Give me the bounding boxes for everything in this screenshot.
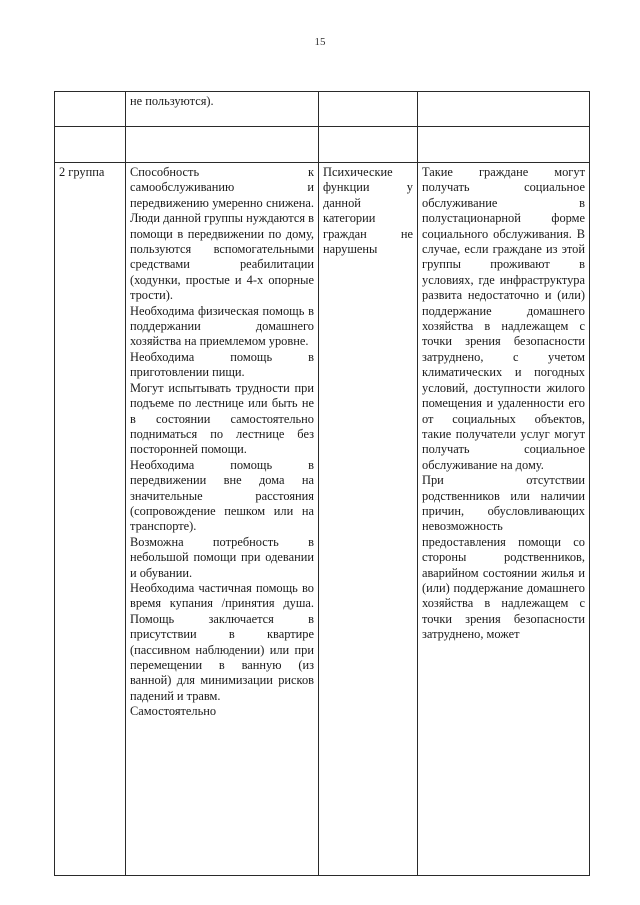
mental-functions-cell: [319, 163, 418, 876]
table-cell: [55, 127, 126, 163]
group-label: 2 группа: [59, 165, 105, 179]
table-row-continuation: [55, 92, 590, 127]
capability-paragraph: Возможна потребность в небольшой помощи при одевании и обувании.: [130, 534, 314, 580]
mental-functions-text: Психические функции у данной категории граждан не нарушены: [323, 165, 413, 257]
cell-text: не пользуются).: [130, 94, 214, 108]
service-paragraph: Такие граждане могут получать социальное обслуживание в полустационарной форме социального обслуживания. В случае, если граждане из этой группы проживают в условиях, где инфраструктура развита недостаточно и (или) поддержание домашнего хозяйства в надлежащем с точки зрения безопасности затруднено, с учетом климатических и погодных условий, доступности жилого помещения и удаленности его от социальных объектов, такие получатели услуг могут получать социальное обслуживание на дому.: [422, 165, 585, 472]
services-table: [54, 91, 590, 876]
capability-paragraph: Необходима помощь в передвижении вне дома на значительные расстояния (сопровождение пешком или на транспорте).: [130, 457, 314, 534]
capabilities-cell: [126, 163, 319, 876]
group-cell: [55, 163, 126, 876]
table-cell: [319, 127, 418, 163]
table-cell: [126, 92, 319, 127]
table-cell: [319, 92, 418, 127]
capability-paragraph: Необходима частичная помощь во время купания /принятия душа. Помощь заключается в присутствии в квартире (пассивном наблюдении) или при перемещении в ванную (из ванной) для минимизации рисков падений и травм.: [130, 580, 314, 703]
capability-paragraph: Способность к самообслуживанию и передвижению умеренно снижена. Люди данной группы нуждаются в помощи в передвижении по дому, пользуются вспомогательными средствами реабилитации (ходунки, простые и 4-х опорные трости).: [130, 165, 314, 303]
page-number: 15: [314, 36, 326, 48]
service-paragraph: При отсутствии родственников или наличии причин, обусловливающих невозможность предоставления помощи со стороны родственников, аварийном состоянии жилья и (или) поддержание домашнего хозяйства в надлежащем с точки зрения безопасности затруднено, может: [422, 473, 585, 642]
capability-paragraph: Самостоятельно: [130, 704, 217, 719]
table-cell: [418, 127, 590, 163]
table-row-group-2: [55, 163, 590, 876]
service-form-cell: [418, 163, 590, 876]
capability-paragraph: Могут испытывать трудности при подъеме по лестнице или быть не в состоянии самостоятельно подниматься по лестнице без посторонней помощи.: [130, 380, 314, 457]
table-cell: [418, 92, 590, 127]
capability-paragraph: Необходима физическая помощь в поддержании домашнего хозяйства на приемлемом уровне.: [130, 303, 314, 349]
table-cell: [55, 92, 126, 127]
table-cell: [126, 127, 319, 163]
capability-paragraph: Необходима помощь в приготовлении пищи.: [130, 349, 314, 380]
table-row-spacer: [55, 127, 590, 163]
